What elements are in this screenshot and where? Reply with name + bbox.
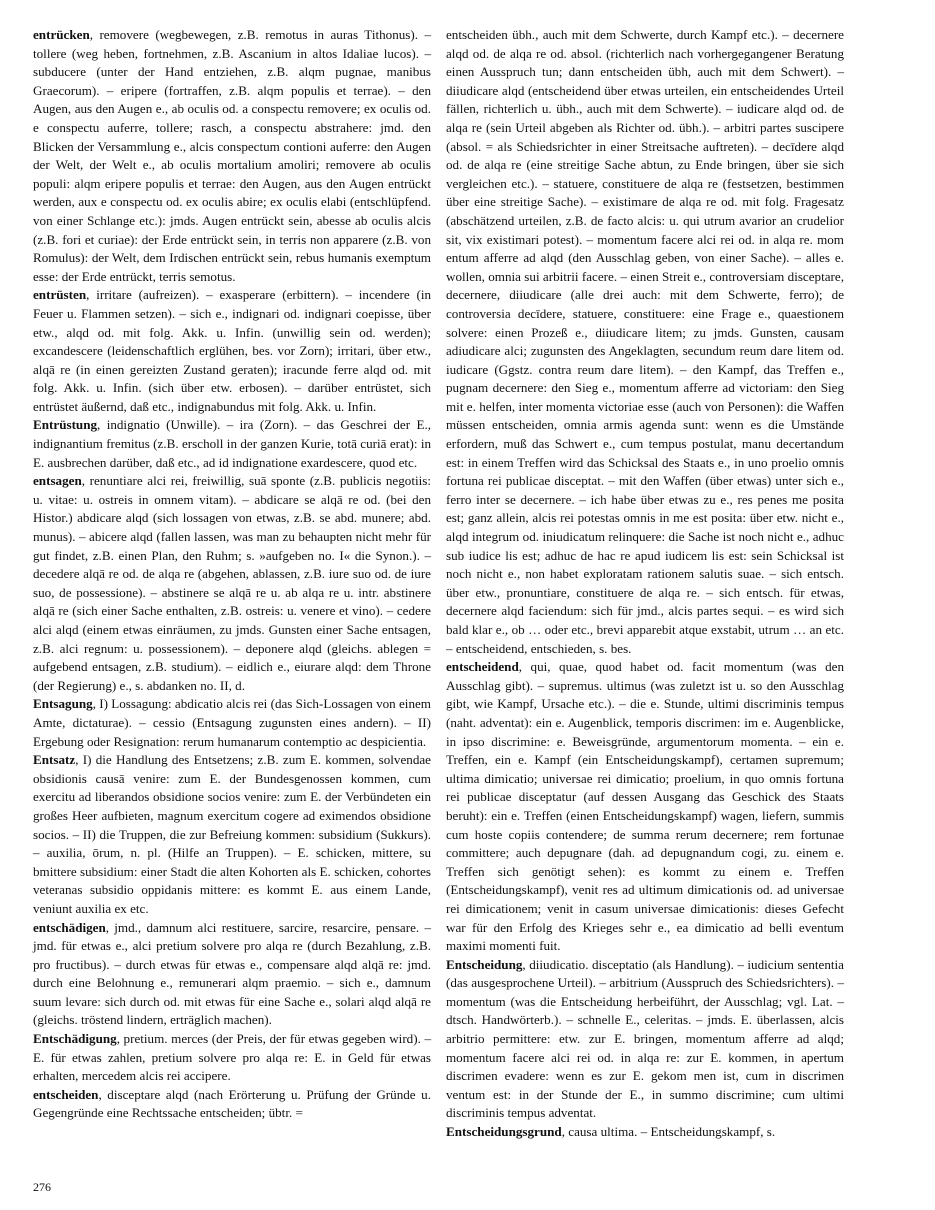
left-column [33,26,431,1123]
entry-headword: Entrüstung [33,417,98,433]
entry-headword: Entscheidungsgrund [446,1124,562,1140]
entry-text: , irritare (aufreizen). – exasperare (erbittern). – incendere (in Feuer u. Flammen setzen). – sich e., indignari od. indignari coepisse, über etw., alqd od. mit folg. Akk. u. Infin. (unwillig sein od. werden); excandescere (leidenschaftlich erglühen, bes. vor Zorn); irritari, über etw., alqā re (in einen gereizten Zustand geraten); iracunde ferre alqd od. mit folg. Akk. u. Infin. (sich über etw. erbosen). – darüber entrüstet, sich entrüstet äußernd, daß etc., indignabundus mit folg. Akk. u. Infin. [33,287,431,414]
entry-headword: entscheiden [33,1086,99,1102]
dictionary-entry [33,416,431,472]
dictionary-entry [33,26,431,286]
dictionary-entry [33,1030,431,1086]
entry-text: , causa ultima. – Entscheidungskampf, s. [561,1124,776,1140]
entry-headword: entrücken [33,27,90,42]
page-number: 276 [33,1180,51,1194]
entry-text: , disceptare alqd (nach Erörterung u. Prüfung der Gründe u. Gegengründe eine Rechtssache entscheiden; übtr. = [33,1086,431,1121]
dictionary-entry [33,695,431,751]
entry-headword: entrüsten [33,287,87,303]
entry-text: , indignatio (Unwille). – ira (Zorn). – das Geschrei der E., indignantium fremitus (z.B. erscholl in der ganzen Kurie, totā curiā erat): in E. ausbrechen darüber, daß etc., ad id indignatione exardescere, quod etc. [33,417,431,470]
dictionary-entry [33,919,431,1031]
entry-text: , pretium. merces (der Preis, der für etwas gegeben wird). – E. für etwas zahlen, pretium solvere pro alqa re: E. in Geld für etwas erhalten, mercedem alcis rei accipere. [33,1031,431,1084]
dictionary-entry [446,956,844,1123]
entry-text: , I) die Handlung des Entsetzens; z.B. zum E. kommen, solvendae obsidionis causā venire: zum E. der Bundesgenossen kommen, cum exercitu ad liberandos obsidione socios venire: zum E. der Verbündeten ein großes Heer aufbieten, magnum exercitum cogere ad eximendos obsidione socios. – II) die Truppen, die zur Befreiung kommen: subsidium (Sukkurs). – auxilia, ōrum, n. pl. (Hilfe an Truppen). – E. schicken, mittere, su bmittere subsidium: einer Stadt die alten Kohorten als E. schicken, cohortes veteranas subsidio oppidanis mittere: es kommt E. aus einem Lande, veniunt auxilia ex etc. [33,752,431,916]
dictionary-entry [446,658,844,956]
entry-headword: Entschädigung [33,1031,117,1047]
dictionary-entry [446,26,844,658]
dictionary-entry [446,1123,844,1142]
entry-headword: Entsatz [33,752,76,768]
dictionary-entry [33,751,431,918]
entry-headword: entschädigen [33,919,106,935]
entry-text: , removere (wegbewegen, z.B. remotus in auras Tithonus). – tollere (weg heben, fortnehmen, z.B. Ascanium in altos Idaliae lucos). – subducere (unter der Hand entziehen, z.B. alqm pugnae, manibus Graecorum). – eripere (fortraffen, z.B. alqm populis et terrae). – den Augen, aus den Augen e., ab oculis od. a conspectu removere; ex oculis od. e conspectu auferre, tollere; rasch, a conspectu abstrahere: jmd. den Blicken der Versammlung e., alcis conspectum contioni auferre: den Augen der Welt, der Welt e., ab oculis mortalium amoliri; removere ab oculis populi: alqm eripere populis et terrae: den Augen, aus den Augen entrückt werden, aux e conspectu od. ex oculis abire; ex oculis elabi (entschlüpfend. von einer Schlange etc.): jmds. Augen entrückt sein, abesse ab oculis alcis (z.B. fori et curiae): der Erde entrückt sein, in terris non apparere (z.B. von Romulus): der Welt, dem Irdischen entrückt sein, rebus humanis exemptum esse: der Erde entrückt, terris semotus. [33,27,431,284]
right-column [446,26,844,1142]
entry-text: , jmd., damnum alci restituere, sarcire, resarcire, pensare. – jmd. für etwas e., alci pretium solvere pro alqa re (durch Bezahlung, z.B. pro fructibus). – durch etwas für etwas e., compensare alqd alqā re: jmd. durch eine Belohnung e., remunerari alqm praemio. – sich e., damnum suum levare: sich durch od. mit etwas für eine Sache e., solari alqd alqā re (gleichs. tröstend lindern, erträglich machen). [33,919,431,1028]
dictionary-entry [33,472,431,695]
dictionary-entry [33,1086,431,1123]
entry-text: , diiudicatio. disceptatio (als Handlung). – iudicium sententia (das ausgesprochene Urteil). – arbitrium (Ausspruch des Schiedsrichters). – momentum (was die Entscheidung herbeiführt, der Ausschlag; vgl. Lat. – dtsch. Handwörterb.). – schnelle E., celeritas. – jmds. E. überlassen, alcis arbitrio permittere: etw. zur E. bringen, momentum afferre ad alqd; momentum facere alci rei od. in alqa re: zur E. kommen, in apertum discrimen evadere: wenn es zur E. gekom men ist, cum in discrimen ventum est: in der Stunde der E., in summo discrimine; cum ultimi discriminis tempus adventat. [446,956,844,1121]
entry-text: , qui, quae, quod habet od. facit momentum (was den Ausschlag gibt). – supremus. ultimus (was zuletzt ist u. so den Ausschlag gibt, wie Kampf, Ursache etc.). – die e. Stunde, ultimi discriminis tempus (naht. adventat): ein e. Augenblick, temporis discrimen: im e. Augenblicke, in ipso discrimine: e. Beweisgründe, argumentorum momenta. – ein e. Treffen, ein e. Kampf (ein Entscheidungskampf), certamen supremum; ultima dimicatio; universae rei dimicatio; proelium, in quo omnis fortuna rei publicae disceptatur (auf dessen Ausgang das Geschick des Staats beruht): ein e. Treffen (einen Entscheidungskampf) wagen, liefern, summis cum hoste copiis contendere; de summa rerum decernere; rem fortunae committere; auch depugnare (dah. ad depugnandum cogi, zu. einem e. Treffen sich genötigt sehen): es kommt zu einem e. Treffen (Entscheidungskampf), venit res ad ultimum dimicationis od. ad universae rei dimicationem; venit in casum universae dimicationis: dieses Gefecht war für den Erfolg des Krieges sehr e., ea dimicatio ad belli eventum maximi momenti fuit. [446,659,844,954]
entry-headword: entsagen [33,473,82,489]
entry-headword: entscheidend [446,659,519,675]
entry-headword: Entsagung [33,696,93,712]
entry-headword: Entscheidung [446,956,523,972]
dictionary-entry [33,286,431,416]
entry-text: entscheiden übh., auch mit dem Schwerte, durch Kampf etc.). – decernere alqd od. de alqa re od. absol. (richterlich nach vorhergegangener Beratung einen Ausspruch tun; dann entscheiden übh, auch mit dem Schwert). – diiudicare alqd (entscheidend über etwas urteilen, ein entscheidendes Urteil fällen, richterlich u. übh., auch mit dem Schwerte). – iudicare alqd od. de alqa re (sein Urteil abgeben als Richter od. übh.). – arbitri partes suscipere (absol. = als Schiedsrichter in einer Streitsache auftreten). – decīdere alqd od. de alqa re (eine streitige Sache abtun, zu Ende bringen, über sie sich vergleichen etc.). – statuere, constituere de alqa re (festsetzen, bestimmen über eine streitige Sache). – existimare de alqa re od. mit folg. Fragesatz (abschätzend urteilen, z.B. de facto alcis: u. qui utrum avarior an crudelior sit, vix existimari potest). – momentum facere alci rei od. in alqa re. mom entum afferre ad alqd (den Ausschlag geben, von einer Sache). – alles e. wollen, omnia sui arbitrii facere. – einen Streit e., controversiam disceptare, decernere, diiudicare (alle drei auch: mit dem Schwerte, ferro); de controversia decīdere, statuere, constituere: eine Frage e., quaestionem solvere: einen Prozeß e., diiudicare litem; zu jmds. Gunsten, causam adiudicare alci; zugunsten des Angeklagten, secundum reum dare litem od. iudicare (Ggstz. contra reum dare litem). – den Kampf, das Treffen e., pugnam decernere: den Sieg e., momentum afferre ad victoriam: den Sieg mit e. helfen, inter momenta victoriae esse (auch von Personen): die Waffen müssen entscheiden, omnia armis agenda sunt: wenn es die Umstände erfordern, muß das Schwert e., cum tempus postulat, manu decertandum est: in einem Treffen wird das Schicksal des Staats e., in uno proelio omnis fortuna rei publicae disceptat. – mit den Waffen (über etwas) unter sich e., ferro inter se decernere. – ich habe über etwas zu e., res penes me posita est; ganz allein, alcis rei potestas omnis in me est posita: über etw. nicht e., alqd integrum od. iniudicatum relinquere: die Sache ist noch nicht e., adhuc sub iudice lis est; adhuc de hac re apud iudicem lis est: sein Schicksal ist noch nicht e., non habet exploratam rationem salutis suae. – sich entsch. über etw., pronuntiare, constituere de alqa re. – sich entsch. für etwas, decernere alqd faciendum: sich für jmd., alcis partes sequi. – es wird sich bald klar e., ob … oder etc., brevi apparebit atque exstabit, utrum … an etc. – entscheidend, entschieden, s. bes. [446,27,844,656]
entry-text: , I) Lossagung: abdicatio alcis rei (das Sich-Lossagen von einem Amte, dictaturae). – cessio (Entsagung zugunsten eines andern). – II) Ergebung oder Resignation: rerum humanarum contemptio ac despicientia. [33,696,431,749]
entry-text: , renuntiare alci rei, freiwillig, suā sponte (z.B. publicis negotiis: u. vitae: u. ostreis in omnem vitam). – abdicare se alqā re od. (bei den Histor.) abdicare alqd (sich lossagen von etwas, z.B. se abd. munere; abd. munus). – abicere alqd (fallen lassen, was man zu behaupten nicht mehr für gut findet, z.B. einen Plan, den Ruhm; s. »aufgeben no. I« die Synon.). – decedere alqā re od. de alqa re (abgehen, ablassen, z.B. iure suo od. de iure suo, de possessione). – abstinere se alqā re u. ab alqa re u. intr. abstinere alqā re (sich einer Sache enthalten, z.B. ostreis: u. venere et vino). – cedere alci alqd (einem etwas einräumen, zu jmds. Gunsten einer Sache entsagen, z.B. alci regnum: u. possessionem). – deponere alqd (gleichs. ablegen = aufgebend entsagen, z.B. studium). – eidlich e., eiurare alqd: dem Throne (der Regierung) e., s. abdanken no. II, d. [33,473,431,693]
